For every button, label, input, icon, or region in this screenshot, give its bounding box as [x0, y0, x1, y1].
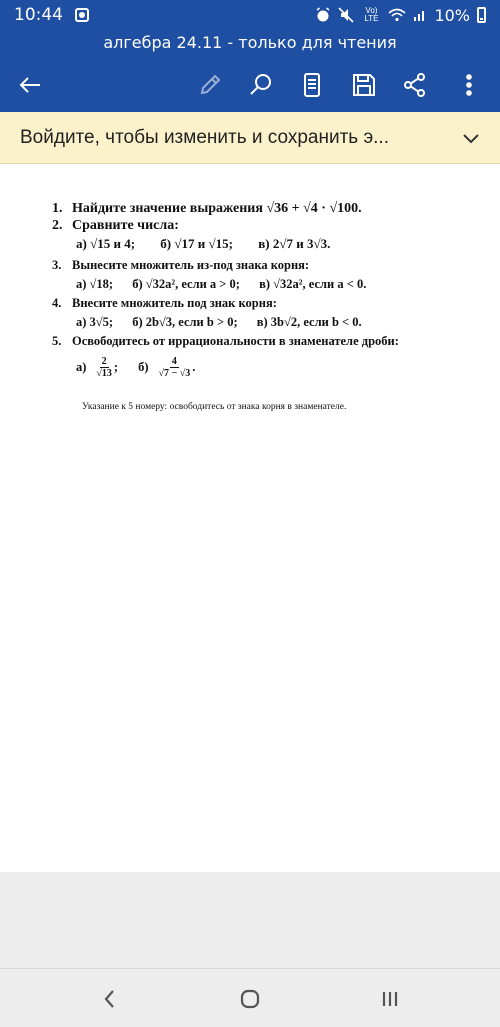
search-button[interactable]: [247, 71, 275, 99]
more-icon: [456, 72, 482, 98]
task-4-option-b: б) 2b√3, если b > 0;: [132, 315, 238, 329]
more-options-button[interactable]: [455, 71, 483, 99]
notification-icon: [75, 8, 89, 22]
task-2-option-b: б) √17 и √15;: [160, 236, 233, 251]
share-button[interactable]: [401, 71, 429, 99]
reading-view-icon: [299, 72, 325, 98]
task-3-text: Вынесите множитель из-под знака корня:: [72, 258, 310, 272]
task-5-option-b-end: .: [192, 359, 196, 374]
search-icon: [248, 72, 274, 98]
alarm-icon: [315, 7, 331, 23]
signin-banner[interactable]: [0, 112, 500, 164]
edit-icon: [197, 72, 223, 98]
wifi-icon: [388, 8, 406, 22]
task-2-options: [52, 234, 462, 253]
task-4: 4. Внесите множитель под знак корня:: [52, 296, 277, 310]
task-5-option-a-label: а): [76, 359, 87, 374]
document-title: алгебра 24.11 - только для чтения: [0, 30, 500, 58]
task-4-options: [52, 312, 462, 332]
system-nav-bar: [0, 968, 500, 1027]
task-5-text: Освободитесь от иррациональности в знаменателе дроби:: [72, 334, 399, 348]
task-3-option-b: б) √32a², если a > 0;: [132, 277, 240, 291]
status-time: 10:44: [14, 5, 63, 25]
status-bar: [0, 0, 500, 30]
task-sheet: [52, 200, 462, 384]
task-5-fraction-a: [96, 356, 112, 379]
task-4-option-a: а) 3√5;: [76, 315, 114, 329]
nav-home-icon: [238, 987, 262, 1011]
task-5: 5. Освободитесь от иррациональности в знаменателе дроби:: [52, 334, 399, 348]
expand-banner-button[interactable]: [460, 127, 482, 149]
task-5-option-a-end: ;: [113, 359, 119, 374]
reading-view-button[interactable]: [298, 71, 326, 99]
nav-back-button[interactable]: [96, 985, 124, 1013]
nav-recents-icon: [378, 987, 402, 1011]
nav-recents-button[interactable]: [376, 985, 404, 1013]
task-3: 3. Вынесите множитель из-под знака корня:: [52, 258, 310, 272]
signal-icon: [413, 8, 427, 22]
nav-home-button[interactable]: [236, 985, 264, 1013]
page-gap: [0, 872, 500, 968]
app-toolbar: [0, 58, 500, 112]
task-5-fraction-b: [159, 356, 191, 379]
back-arrow-icon: [17, 72, 43, 98]
battery-icon: [477, 7, 486, 23]
save-icon: [351, 72, 377, 98]
volte-indicator: Vo) LTE: [364, 6, 379, 23]
task-3-option-a: а) √18;: [76, 277, 114, 291]
hint-text: Указание к 5 номеру: освободитесь от знака корня в знаменателе.: [82, 402, 347, 412]
task-5-options: [52, 350, 462, 384]
task-3-options: [52, 274, 462, 294]
task-3-option-c: в) √32a², если a < 0.: [259, 277, 367, 291]
task-4-option-c: в) 3b√2, если b < 0.: [256, 315, 362, 329]
nav-back-icon: [98, 987, 122, 1011]
document-page[interactable]: [0, 164, 500, 872]
signin-banner-text: Войдите, чтобы изменить и сохранить э...: [20, 126, 389, 148]
task-2: 2. Сравните числа:: [52, 218, 179, 233]
task-1-text: Найдите значение выражения √36 + √4 · √100.: [72, 201, 362, 216]
task-4-text: Внесите множитель под знак корня:: [72, 296, 277, 310]
task-5-option-b-label: б): [138, 359, 149, 374]
task-2-option-c: в) 2√7 и 3√3.: [258, 236, 331, 251]
task-2-option-a: а) √15 и 4;: [76, 236, 136, 251]
chevron-down-icon: [460, 127, 482, 149]
fraction-a-denominator: √13: [96, 367, 112, 379]
back-button[interactable]: [16, 71, 44, 99]
status-icons: [315, 6, 486, 25]
fraction-a-numerator: 2: [101, 355, 107, 367]
share-icon: [402, 72, 428, 98]
mute-icon: [338, 7, 354, 23]
fraction-b-numerator: 4: [171, 355, 177, 367]
fraction-b-denominator: √7 − √3: [158, 367, 191, 379]
battery-percent: 10%: [434, 5, 470, 25]
task-2-text: Сравните числа:: [72, 218, 179, 233]
edit-button[interactable]: [196, 71, 224, 99]
save-button[interactable]: [350, 71, 378, 99]
task-1: 1. Найдите значение выражения √36 + √4 · √100.: [52, 201, 362, 216]
